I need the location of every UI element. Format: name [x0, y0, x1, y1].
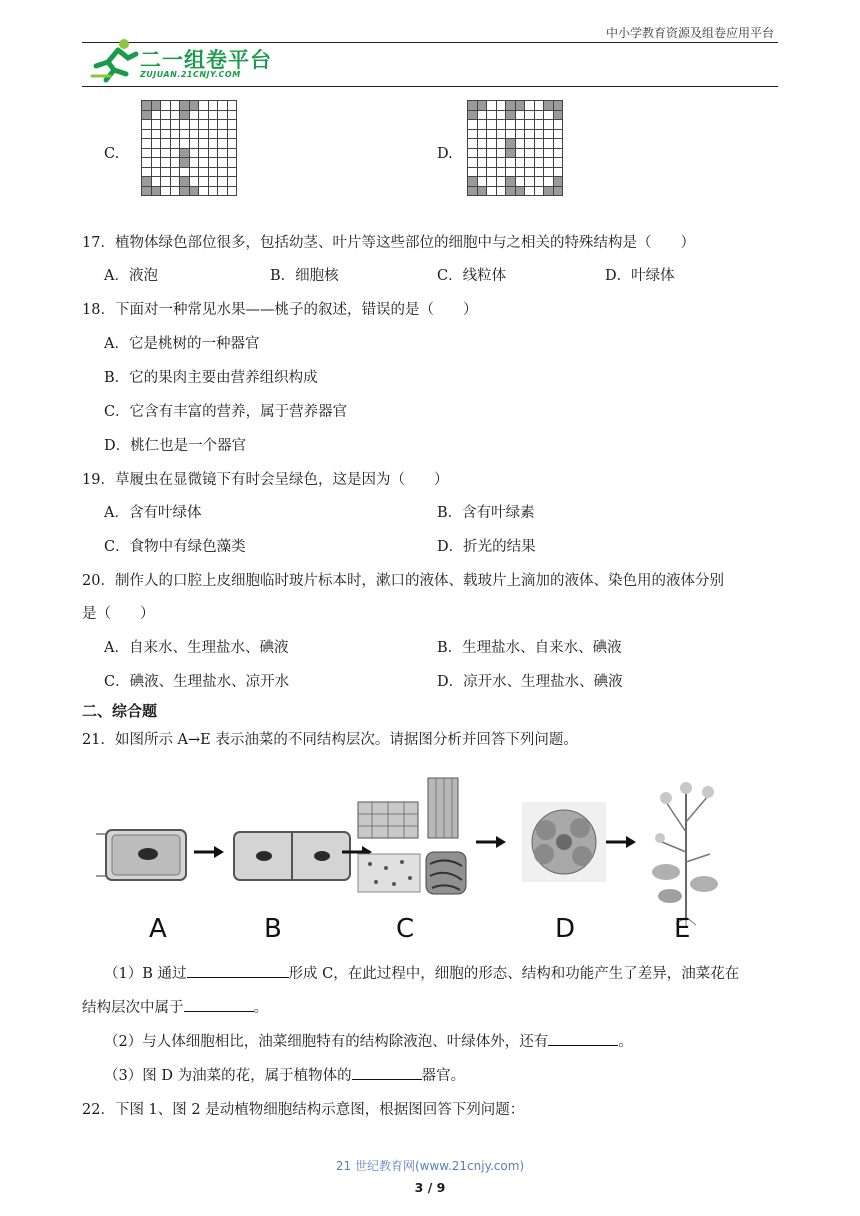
- grid-cell: [477, 167, 487, 177]
- grid-cell: [525, 148, 535, 158]
- grid-cell: [487, 158, 497, 168]
- grid-cell: [468, 186, 478, 196]
- q19-option-b: B．含有叶绿素: [437, 505, 535, 521]
- grid-cell: [189, 186, 199, 196]
- grid-cell: [534, 167, 544, 177]
- grid-cell: [227, 148, 237, 158]
- q17-stem: 17．植物体绿色部位很多，包括幼茎、叶片等这些部位的细胞中与之相关的特殊结构是（ ）: [82, 235, 695, 251]
- grid-cell: [161, 120, 171, 130]
- grid-cell: [189, 167, 199, 177]
- grid-cell: [170, 167, 180, 177]
- grid-cell: [515, 158, 525, 168]
- cell-b-illustration: [234, 832, 350, 880]
- grid-cell: [515, 110, 525, 120]
- grid-cell: [170, 177, 180, 187]
- grid-cell: [170, 139, 180, 149]
- grid-cell: [208, 139, 218, 149]
- grid-cell: [487, 129, 497, 139]
- grid-cell: [477, 148, 487, 158]
- grid-cell: [534, 101, 544, 111]
- grid-cell: [199, 177, 209, 187]
- grid-cell: [553, 167, 563, 177]
- grid-cell: [496, 167, 506, 177]
- grid-cell: [151, 120, 161, 130]
- grid-cell: [506, 148, 516, 158]
- grid-cell: [477, 120, 487, 130]
- grid-cell: [218, 120, 228, 130]
- grid-cell: [477, 186, 487, 196]
- q21-part2: [104, 1030, 633, 1051]
- grid-cell: [189, 148, 199, 158]
- grid-cell: [218, 139, 228, 149]
- q16-option-d-label: D.: [437, 146, 453, 162]
- q20-option-d: D．凉开水、生理盐水、碘液: [437, 674, 623, 690]
- grid-cell: [189, 158, 199, 168]
- grid-cell: [208, 148, 218, 158]
- grid-cell: [170, 120, 180, 130]
- grid-cell: [180, 120, 190, 130]
- grid-cell: [151, 167, 161, 177]
- grid-cell: [544, 148, 554, 158]
- grid-cell: [515, 167, 525, 177]
- grid-cell: [142, 186, 152, 196]
- grid-cell: [208, 158, 218, 168]
- q21-part3: [104, 1064, 465, 1085]
- cell-a-illustration: [96, 830, 186, 880]
- grid-cell: [553, 101, 563, 111]
- grid-cell: [477, 177, 487, 187]
- grid-cell: [142, 110, 152, 120]
- grid-cell: [218, 148, 228, 158]
- grid-cell: [142, 148, 152, 158]
- grid-cell: [515, 139, 525, 149]
- grid-cell: [544, 139, 554, 149]
- grid-cell: [515, 177, 525, 187]
- grid-cell: [534, 110, 544, 120]
- grid-cell: [180, 177, 190, 187]
- grid-cell: [487, 148, 497, 158]
- grid-cell: [142, 129, 152, 139]
- grid-cell: [544, 186, 554, 196]
- q20-option-b: B．生理盐水、自来水、碘液: [437, 640, 622, 656]
- grid-cell: [151, 177, 161, 187]
- q21-blank-3[interactable]: [548, 1031, 618, 1046]
- q21-part1-text-d: 。: [253, 1000, 268, 1016]
- grid-cell: [161, 177, 171, 187]
- grid-cell: [553, 120, 563, 130]
- grid-cell: [227, 167, 237, 177]
- q16-grid-d: [467, 100, 563, 196]
- grid-cell: [170, 129, 180, 139]
- grid-cell: [506, 177, 516, 187]
- grid-cell: [525, 120, 535, 130]
- q21-blank-2[interactable]: [184, 997, 254, 1012]
- grid-cell: [161, 167, 171, 177]
- grid-cell: [151, 148, 161, 158]
- grid-cell: [477, 139, 487, 149]
- figure-label-d: D: [555, 914, 576, 944]
- grid-cell: [161, 158, 171, 168]
- grid-cell: [487, 110, 497, 120]
- q17-option-d: D．叶绿体: [605, 268, 675, 284]
- grid-cell: [487, 101, 497, 111]
- flower-d-illustration: [522, 802, 606, 882]
- q21-part1-line1: [104, 962, 739, 983]
- q19-option-a: A．含有叶绿体: [104, 505, 202, 521]
- grid-cell: [496, 148, 506, 158]
- grid-cell: [544, 120, 554, 130]
- q21-stem: 21．如图所示 A→E 表示油菜的不同结构层次。请据图分析并回答下列问题。: [82, 732, 578, 748]
- grid-cell: [218, 110, 228, 120]
- grid-cell: [180, 186, 190, 196]
- grid-cell: [544, 167, 554, 177]
- q17-option-a: A．液泡: [104, 268, 158, 284]
- grid-cell: [534, 120, 544, 130]
- grid-cell: [487, 177, 497, 187]
- grid-cell: [218, 167, 228, 177]
- logo-title: 二一组卷平台: [140, 48, 272, 72]
- grid-cell: [161, 139, 171, 149]
- grid-cell: [468, 129, 478, 139]
- grid-cell: [161, 186, 171, 196]
- q19-stem: 19．草履虫在显微镜下有时会呈绿色，这是因为（ ）: [82, 472, 449, 488]
- grid-cell: [544, 129, 554, 139]
- grid-cell: [496, 120, 506, 130]
- grid-cell: [180, 148, 190, 158]
- grid-cell: [180, 158, 190, 168]
- grid-cell: [487, 120, 497, 130]
- grid-cell: [208, 186, 218, 196]
- grid-cell: [487, 186, 497, 196]
- grid-cell: [199, 120, 209, 130]
- grid-cell: [208, 120, 218, 130]
- grid-cell: [515, 120, 525, 130]
- grid-cell: [227, 139, 237, 149]
- grid-cell: [477, 158, 487, 168]
- grid-cell: [218, 129, 228, 139]
- grid-cell: [180, 101, 190, 111]
- grid-cell: [208, 101, 218, 111]
- grid-cell: [468, 139, 478, 149]
- grid-cell: [161, 110, 171, 120]
- grid-cell: [525, 101, 535, 111]
- grid-cell: [151, 110, 161, 120]
- grid-cell: [208, 129, 218, 139]
- grid-cell: [544, 110, 554, 120]
- grid-cell: [544, 158, 554, 168]
- grid-cell: [506, 139, 516, 149]
- grid-cell: [506, 129, 516, 139]
- grid-cell: [227, 120, 237, 130]
- grid-cell: [161, 148, 171, 158]
- grid-cell: [189, 139, 199, 149]
- grid-cell: [227, 186, 237, 196]
- grid-cell: [534, 186, 544, 196]
- q21-part2-text-b: 。: [618, 1034, 633, 1050]
- q17-option-b: B．细胞核: [270, 268, 339, 284]
- grid-cell: [227, 110, 237, 120]
- q21-part3-text-a: （3）图 D 为油菜的花，属于植物体的: [104, 1068, 352, 1084]
- grid-cell: [218, 186, 228, 196]
- grid-cell: [534, 148, 544, 158]
- grid-cell: [189, 120, 199, 130]
- q18-stem: 18．下面对一种常见水果——桃子的叙述，错误的是（ ）: [82, 302, 478, 318]
- grid-cell: [515, 148, 525, 158]
- q16-grid-c: [141, 100, 237, 196]
- grid-cell: [199, 139, 209, 149]
- grid-cell: [468, 101, 478, 111]
- grid-cell: [170, 148, 180, 158]
- grid-cell: [468, 177, 478, 187]
- grid-cell: [553, 186, 563, 196]
- grid-cell: [525, 186, 535, 196]
- grid-cell: [496, 158, 506, 168]
- grid-cell: [189, 129, 199, 139]
- grid-cell: [553, 139, 563, 149]
- footer-site[interactable]: 21 世纪教育网(www.21cnjy.com): [335, 1159, 525, 1173]
- grid-cell: [544, 101, 554, 111]
- grid-cell: [142, 177, 152, 187]
- grid-cell: [227, 177, 237, 187]
- grid-cell: [553, 177, 563, 187]
- grid-cell: [180, 110, 190, 120]
- grid-cell: [477, 110, 487, 120]
- grid-cell: [180, 167, 190, 177]
- q22-stem: 22．下图 1、图 2 是动植物细胞结构示意图，根据图回答下列问题：: [82, 1102, 525, 1118]
- page-number: 3 / 9: [414, 1180, 446, 1195]
- runner-logo-icon: [88, 36, 140, 84]
- grid-cell: [506, 167, 516, 177]
- q20-stem-line1: 20．制作人的口腔上皮细胞临时玻片标本时，漱口的液体、载玻片上滴加的液体、染色用的液体分别: [82, 573, 724, 589]
- grid-cell: [553, 148, 563, 158]
- grid-cell: [515, 186, 525, 196]
- grid-cell: [468, 148, 478, 158]
- q21-part1-line2: [82, 996, 268, 1017]
- grid-cell: [199, 129, 209, 139]
- grid-cell: [506, 101, 516, 111]
- grid-cell: [170, 110, 180, 120]
- q18-option-b: B．它的果肉主要由营养组织构成: [104, 370, 318, 386]
- grid-cell: [506, 120, 516, 130]
- grid-cell: [506, 186, 516, 196]
- grid-cell: [199, 148, 209, 158]
- grid-cell: [142, 101, 152, 111]
- grid-cell: [199, 101, 209, 111]
- grid-cell: [496, 101, 506, 111]
- q20-option-a: A．自来水、生理盐水、碘液: [104, 640, 289, 656]
- q17-option-c: C．线粒体: [437, 268, 507, 284]
- grid-cell: [218, 101, 228, 111]
- grid-cell: [151, 101, 161, 111]
- grid-cell: [525, 129, 535, 139]
- q20-stem-line2: 是（ ）: [82, 606, 155, 622]
- grid-cell: [170, 186, 180, 196]
- platform-name: 中小学教育资源及组卷应用平台: [605, 26, 774, 40]
- logo: [88, 36, 278, 84]
- grid-cell: [468, 167, 478, 177]
- grid-cell: [534, 139, 544, 149]
- logo-subtitle: ZUJUAN.21CNJY.COM: [140, 70, 241, 79]
- grid-cell: [477, 129, 487, 139]
- grid-cell: [496, 177, 506, 187]
- q18-option-c: C．它含有丰富的营养，属于营养器官: [104, 404, 348, 420]
- grid-cell: [534, 158, 544, 168]
- q19-option-c: C．食物中有绿色藻类: [104, 539, 246, 555]
- header-rule-lower: [82, 86, 778, 87]
- grid-cell: [496, 110, 506, 120]
- grid-cell: [525, 177, 535, 187]
- rapeseed-structure-figure: [96, 772, 756, 952]
- grid-cell: [189, 110, 199, 120]
- grid-cell: [199, 110, 209, 120]
- figure-label-c: C: [396, 914, 415, 944]
- grid-cell: [534, 129, 544, 139]
- grid-cell: [170, 101, 180, 111]
- grid-cell: [180, 129, 190, 139]
- q20-option-c: C．碘液、生理盐水、凉开水: [104, 674, 290, 690]
- grid-cell: [525, 139, 535, 149]
- grid-cell: [525, 167, 535, 177]
- grid-cell: [170, 158, 180, 168]
- grid-cell: [199, 158, 209, 168]
- grid-cell: [151, 129, 161, 139]
- grid-cell: [487, 167, 497, 177]
- grid-cell: [496, 129, 506, 139]
- grid-cell: [151, 186, 161, 196]
- grid-cell: [208, 167, 218, 177]
- q21-part1-text-b: 形成 C，在此过程中，细胞的形态、结构和功能产生了差异，油菜花在: [288, 966, 740, 982]
- grid-cell: [151, 158, 161, 168]
- q21-part2-text-a: （2）与人体细胞相比，油菜细胞特有的结构除液泡、叶绿体外，还有: [104, 1034, 549, 1050]
- grid-cell: [161, 129, 171, 139]
- grid-cell: [208, 110, 218, 120]
- q16-option-c-label: C.: [104, 146, 120, 162]
- grid-cell: [487, 139, 497, 149]
- grid-cell: [506, 110, 516, 120]
- section-heading: 二、综合题: [82, 702, 158, 720]
- grid-cell: [525, 158, 535, 168]
- grid-cell: [199, 167, 209, 177]
- grid-cell: [515, 129, 525, 139]
- grid-cell: [553, 110, 563, 120]
- grid-cell: [544, 177, 554, 187]
- grid-cell: [496, 186, 506, 196]
- grid-cell: [161, 101, 171, 111]
- grid-cell: [142, 158, 152, 168]
- q21-blank-1[interactable]: [187, 963, 289, 978]
- grid-cell: [151, 139, 161, 149]
- grid-cell: [468, 120, 478, 130]
- grid-cell: [227, 158, 237, 168]
- grid-cell: [142, 139, 152, 149]
- grid-cell: [525, 110, 535, 120]
- grid-cell: [496, 139, 506, 149]
- grid-cell: [227, 101, 237, 111]
- grid-cell: [515, 101, 525, 111]
- q21-part1-text-c: 结构层次中属于: [82, 1000, 184, 1016]
- grid-cell: [227, 129, 237, 139]
- grid-cell: [189, 177, 199, 187]
- figure-label-b: B: [264, 914, 282, 944]
- q18-option-a: A．它是桃树的一种器官: [104, 336, 260, 352]
- grid-cell: [142, 167, 152, 177]
- grid-cell: [506, 158, 516, 168]
- grid-cell: [468, 158, 478, 168]
- grid-cell: [553, 129, 563, 139]
- grid-cell: [468, 110, 478, 120]
- grid-cell: [477, 101, 487, 111]
- grid-cell: [180, 139, 190, 149]
- grid-cell: [218, 158, 228, 168]
- grid-cell: [199, 186, 209, 196]
- grid-cell: [534, 177, 544, 187]
- q21-part1-text-a: （1）B 通过: [104, 966, 187, 982]
- grid-cell: [142, 120, 152, 130]
- q18-option-d: D．桃仁也是一个器官: [104, 438, 247, 454]
- figure-label-e: E: [674, 914, 691, 944]
- grid-cell: [218, 177, 228, 187]
- plant-e-illustration: [652, 782, 718, 928]
- q19-option-d: D．折光的结果: [437, 539, 536, 555]
- grid-cell: [208, 177, 218, 187]
- q21-part3-text-b: 器官。: [421, 1068, 466, 1084]
- figure-label-a: A: [149, 914, 167, 944]
- grid-cell: [553, 158, 563, 168]
- tissue-c-illustration: [358, 778, 466, 894]
- q21-blank-4[interactable]: [352, 1065, 422, 1080]
- grid-cell: [189, 101, 199, 111]
